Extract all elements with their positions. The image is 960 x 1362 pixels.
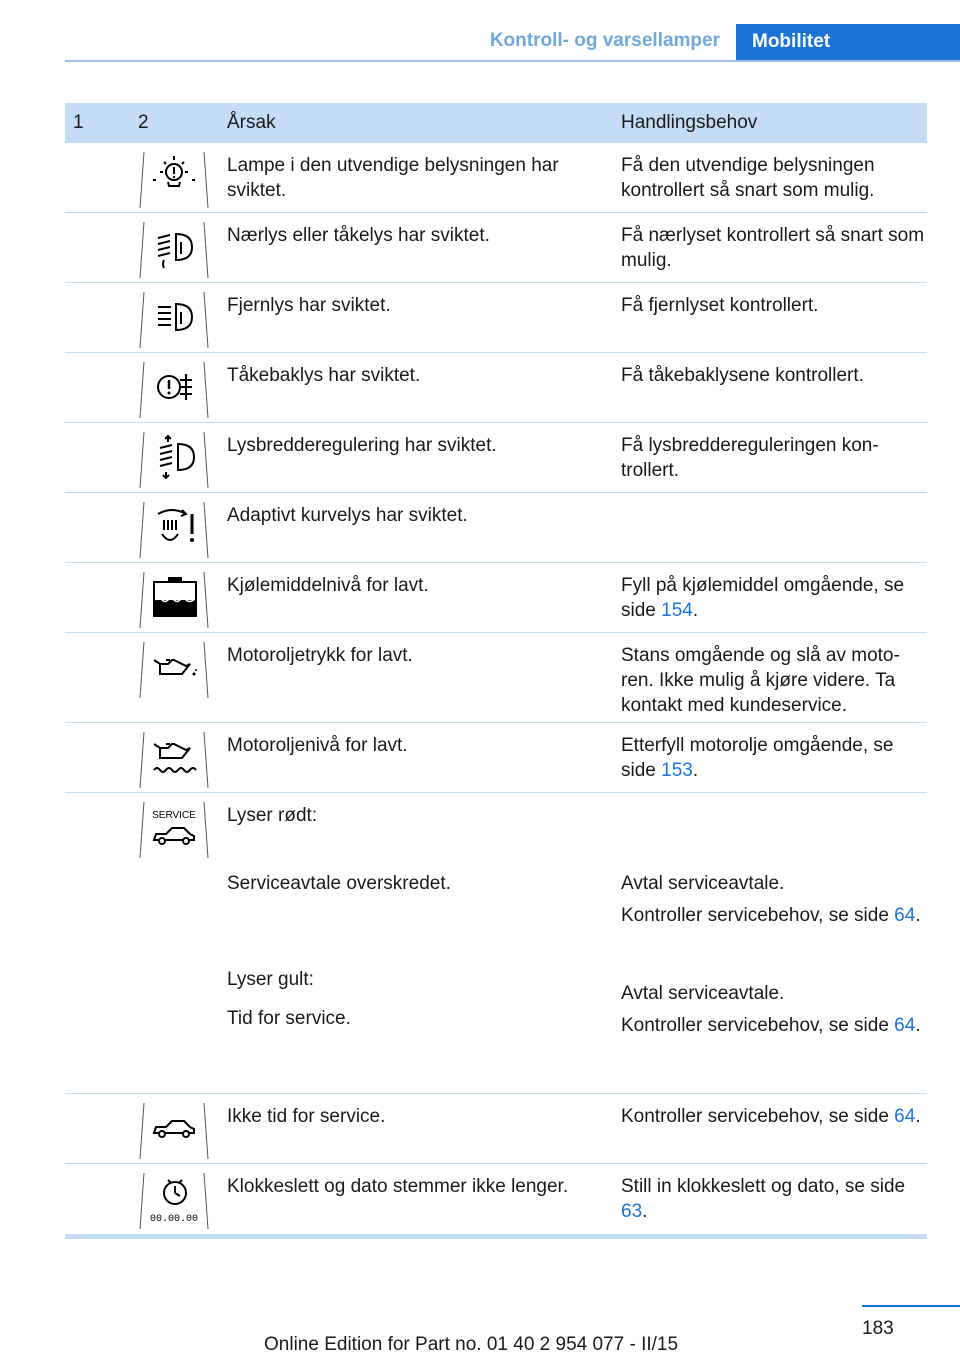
header-chapter-tab[interactable]: Mobilitet (736, 24, 960, 61)
red-cause: Serviceavtale overskredet. (227, 873, 451, 894)
row-action: Stans omgående og slå av moto-ren. Ikke mulig å kjøre videre. Ta kontakt med kundeservice. (621, 645, 900, 716)
table-row (65, 493, 927, 563)
table-row (65, 563, 927, 633)
page-link[interactable]: 154 (661, 600, 693, 621)
headlight-range-control-icon (138, 430, 210, 490)
table-row (65, 353, 927, 423)
service-car-icon (138, 800, 210, 860)
service-action-column (615, 793, 927, 1093)
adaptive-headlight-icon (138, 500, 210, 560)
table-row (65, 1164, 927, 1234)
rear-fog-light-icon (138, 360, 210, 420)
row-cause: Nærlys eller tåkelys har sviktet. (227, 225, 490, 246)
table-bottom-border (65, 1234, 927, 1239)
row-action (615, 493, 927, 562)
table-row (65, 1094, 927, 1164)
header-col-2: 2 (138, 112, 149, 133)
low-beam-fog-light-icon (138, 220, 210, 280)
row-action (615, 1164, 927, 1234)
table-row (65, 213, 927, 283)
table-row (65, 423, 927, 493)
row-cause: Klokkeslett og dato stemmer ikke lenger. (227, 1176, 569, 1197)
action-text-end: . (915, 1106, 921, 1127)
oil-level-icon (138, 730, 210, 790)
clock-icon-label: 00.00.00 (149, 1214, 199, 1225)
row-cause: Lysbredderegulering har sviktet. (227, 435, 497, 456)
row-cause: Fjernlys har sviktet. (227, 295, 391, 316)
red-label: Lyser rødt: (227, 805, 318, 826)
red-action-2-text: Kontroller servicebehov, se side (621, 905, 895, 926)
action-text: Kontroller servicebehov, se side (621, 1106, 895, 1127)
table-row (65, 723, 927, 793)
row-cause: Motoroljetrykk for lavt. (227, 645, 413, 666)
row-cause: Kjølemiddelnivå for lavt. (227, 575, 429, 596)
service-icon-label: SERVICE (152, 810, 196, 821)
row-action: Få tåkebaklysene kontrollert. (621, 365, 864, 386)
row-action: Få fjernlyset kontrollert. (621, 295, 819, 316)
row-cause: Ikke tid for service. (227, 1106, 386, 1127)
yellow-action-1: Avtal serviceavtale. (621, 983, 785, 1004)
car-service-icon (138, 1101, 210, 1161)
coolant-level-icon (138, 570, 210, 630)
page-link[interactable]: 63 (621, 1201, 643, 1222)
page-link[interactable]: 64 (894, 1106, 916, 1127)
row-cause: Tåkebaklys har sviktet. (227, 365, 421, 386)
service-cause-column (220, 793, 615, 1093)
page-link[interactable]: 64 (894, 905, 916, 926)
warning-lamp-table (65, 103, 927, 1239)
table-row (65, 633, 927, 723)
yellow-action-2: Kontroller servicebehov, se side 64. (621, 1015, 921, 1036)
row-cause: Motoroljenivå for lavt. (227, 735, 408, 756)
table-header (65, 103, 927, 143)
exterior-light-failure-icon (138, 150, 210, 210)
header-col-1: 1 (73, 112, 84, 133)
high-beam-icon (138, 290, 210, 350)
header-col-action: Handlingsbehov (621, 112, 758, 133)
header-col-cause: Årsak (227, 112, 276, 133)
row-action: Få lysbreddereguleringen kon-trollert. (621, 435, 879, 481)
row-action: Få nærlyset kontrollert så snart som mulig. (621, 225, 925, 271)
header-section-title: Kontroll- og varsellamper (489, 30, 720, 51)
clock-icon (138, 1171, 210, 1231)
yellow-label: Lyser gult: (227, 969, 314, 990)
row-action (615, 1094, 927, 1163)
oil-pressure-icon (138, 640, 210, 700)
page-number: 183 (862, 1318, 894, 1339)
row-cause: Lampe i den utvendige belysningen har sviktet. (227, 155, 559, 201)
table-row (65, 143, 927, 213)
action-text: Fyll på kjølemiddel omgående, se side (621, 575, 905, 621)
red-action-1: Avtal serviceavtale. (621, 873, 785, 894)
row-action: Få den utvendige belysningen kontrollert så snart som mulig. (621, 155, 875, 201)
row-action (615, 723, 927, 792)
yellow-cause: Tid for service. (227, 1008, 351, 1029)
footer-divider (862, 1305, 960, 1307)
row-action (615, 563, 927, 632)
table-row (65, 283, 927, 353)
page-link[interactable]: 64 (894, 1015, 916, 1036)
action-text-end: . (692, 600, 699, 621)
footer-edition: Online Edition for Part no. 01 40 2 954 077 - II/15 (264, 1334, 679, 1355)
page-header (0, 0, 960, 62)
page-link[interactable]: 153 (661, 760, 693, 781)
action-text-end: . (692, 760, 699, 781)
action-text-end: . (642, 1201, 648, 1222)
action-text: Etterfyll motorolje omgående, se side (621, 735, 894, 781)
red-action-2: Kontroller servicebehov, se side 64. (621, 905, 921, 926)
row-cause: Adaptivt kurvelys har sviktet. (227, 505, 468, 526)
yellow-action-2-text: Kontroller servicebehov, se side (621, 1015, 895, 1036)
header-divider (65, 60, 960, 62)
action-text: Still in klokkeslett og dato, se side (621, 1176, 906, 1197)
table-row-service (65, 793, 927, 1094)
